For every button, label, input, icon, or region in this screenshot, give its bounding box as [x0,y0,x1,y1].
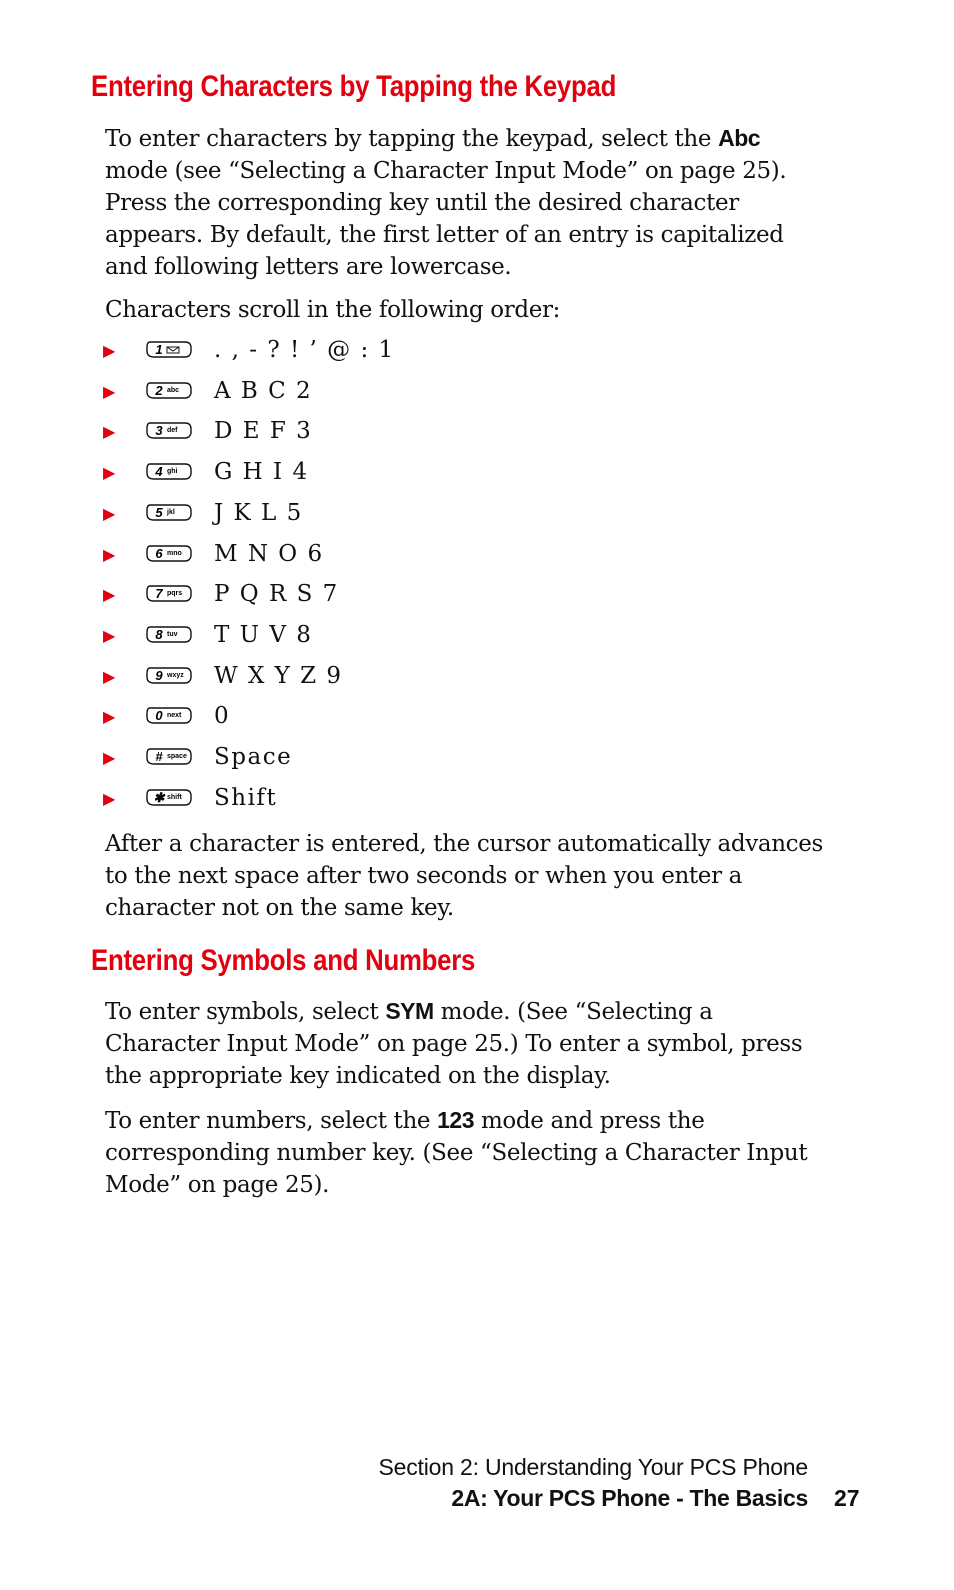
intro-text-end: mode (see “Selecting a Character Input Mode” on page 25). Press the corresponding key until the desired character appears. By default, the first letter of an entry is capitalized and following letters are lowercase. [105,158,787,280]
bullet-arrow-icon: ▶ [103,748,116,767]
key-characters: D E F 3 [214,418,313,445]
svg-text:def: def [167,427,178,435]
scroll-order-paragraph: Characters scroll in the following order: [105,297,561,323]
footer-chapter-title: 2A: Your PCS Phone - The Basics [451,1485,808,1511]
svg-text:#: # [155,749,163,764]
key-4-ghi-icon [145,461,193,483]
svg-text:abc: abc [167,386,180,394]
key-characters: J K L 5 [214,499,303,526]
key-characters: T U V 8 [214,621,313,648]
svg-text:pqrs: pqrs [167,590,183,598]
symbols-text-end: mode. (See “Selecting a Character Input Mode” on page 25.) To enter a symbol, press the appropriate key indicated on the display. [105,999,803,1089]
key-characters: 0 [214,703,231,730]
key-7-pqrs-icon [145,583,193,605]
key-characters: Space [214,744,293,770]
key-row [0,455,954,489]
numbers-text-end: mode and press the corresponding number key. (See “Selecting a Character Input Mode” on page 25). [105,1108,808,1198]
svg-text:3: 3 [155,423,163,439]
key-2-abc-icon [145,380,193,402]
bullet-arrow-icon: ▶ [103,544,116,564]
svg-text:ghi: ghi [167,468,178,476]
svg-text:✱: ✱ [153,789,165,805]
key-6-mno-icon [145,543,193,565]
bullet-arrow-icon: ▶ [103,625,116,645]
svg-text:8: 8 [155,626,163,642]
svg-text:space: space [167,753,187,760]
footer-section-title: Section 2: Understanding Your PCS Phone [378,1454,808,1480]
svg-text:next: next [167,712,182,720]
bullet-arrow-icon: ▶ [103,341,116,360]
svg-text:6: 6 [155,545,163,561]
key-row [0,496,954,530]
bullet-arrow-icon: ▶ [103,503,116,523]
key-row [0,659,954,693]
bullet-arrow-icon: ▶ [103,585,116,605]
key-characters: P Q R S 7 [214,581,339,608]
key-row [0,699,954,733]
svg-text:wxyz: wxyz [167,671,184,679]
key-9-wxyz-icon [145,665,193,687]
svg-text:4: 4 [155,464,163,480]
svg-text:0: 0 [155,708,163,724]
key-pound-space-icon [145,746,193,768]
svg-text:1: 1 [155,342,163,357]
bullet-arrow-icon: ▶ [103,788,116,808]
svg-text:9: 9 [155,667,163,683]
key-5-jkl-icon [145,502,193,524]
key-row [0,618,954,652]
key-1-icon [145,339,193,361]
intro-paragraph [105,122,825,283]
key-row [0,781,954,815]
svg-text:jkl: jkl [167,508,175,516]
key-characters: G H I 4 [214,459,309,486]
sym-mode-label: SYM [385,998,434,1024]
abc-mode-label: Abc [718,125,761,151]
bullet-arrow-icon: ▶ [103,463,116,483]
key-characters: Shift [214,784,278,811]
section-heading-symbols: Entering Symbols and Numbers [91,944,476,977]
svg-text:5: 5 [155,504,163,520]
svg-text:7: 7 [155,586,163,602]
key-8-tuv-icon [145,624,193,646]
key-row [0,374,954,408]
key-row [0,577,954,611]
intro-text-start: To enter characters by tapping the keypad, select the [105,126,719,152]
bullet-arrow-icon: ▶ [103,381,116,401]
key-star-shift-icon [145,787,193,809]
key-0-next-icon [145,705,193,727]
bullet-arrow-icon: ▶ [103,666,116,686]
key-3-def-icon [145,420,193,442]
numbers-text-start: To enter numbers, select the [105,1108,438,1134]
symbols-paragraph [105,995,825,1092]
svg-text:tuv: tuv [167,630,178,638]
num-mode-label: 123 [437,1107,475,1133]
bullet-arrow-icon: ▶ [103,707,116,727]
key-row [0,740,954,774]
key-characters: W X Y Z 9 [214,662,343,689]
key-characters: A B C 2 [214,377,313,404]
symbols-text-start: To enter symbols, select [105,999,386,1025]
key-row [0,414,954,448]
key-row [0,333,954,367]
page-number: 27 [834,1485,860,1511]
key-characters: . , - ? ! ’ @ : 1 [214,337,395,363]
svg-text:shift: shift [167,793,182,801]
key-characters: M N O 6 [214,540,324,567]
key-row [0,537,954,571]
svg-text:2: 2 [155,382,163,398]
svg-text:mno: mno [167,549,182,557]
cursor-advance-paragraph: After a character is entered, the cursor automatically advances to the next space after two seconds or when you enter a character not on the same key. [105,831,823,921]
bullet-arrow-icon: ▶ [103,422,116,442]
section-heading-keypad: Entering Characters by Tapping the Keypad [91,70,617,103]
numbers-paragraph [105,1104,825,1201]
